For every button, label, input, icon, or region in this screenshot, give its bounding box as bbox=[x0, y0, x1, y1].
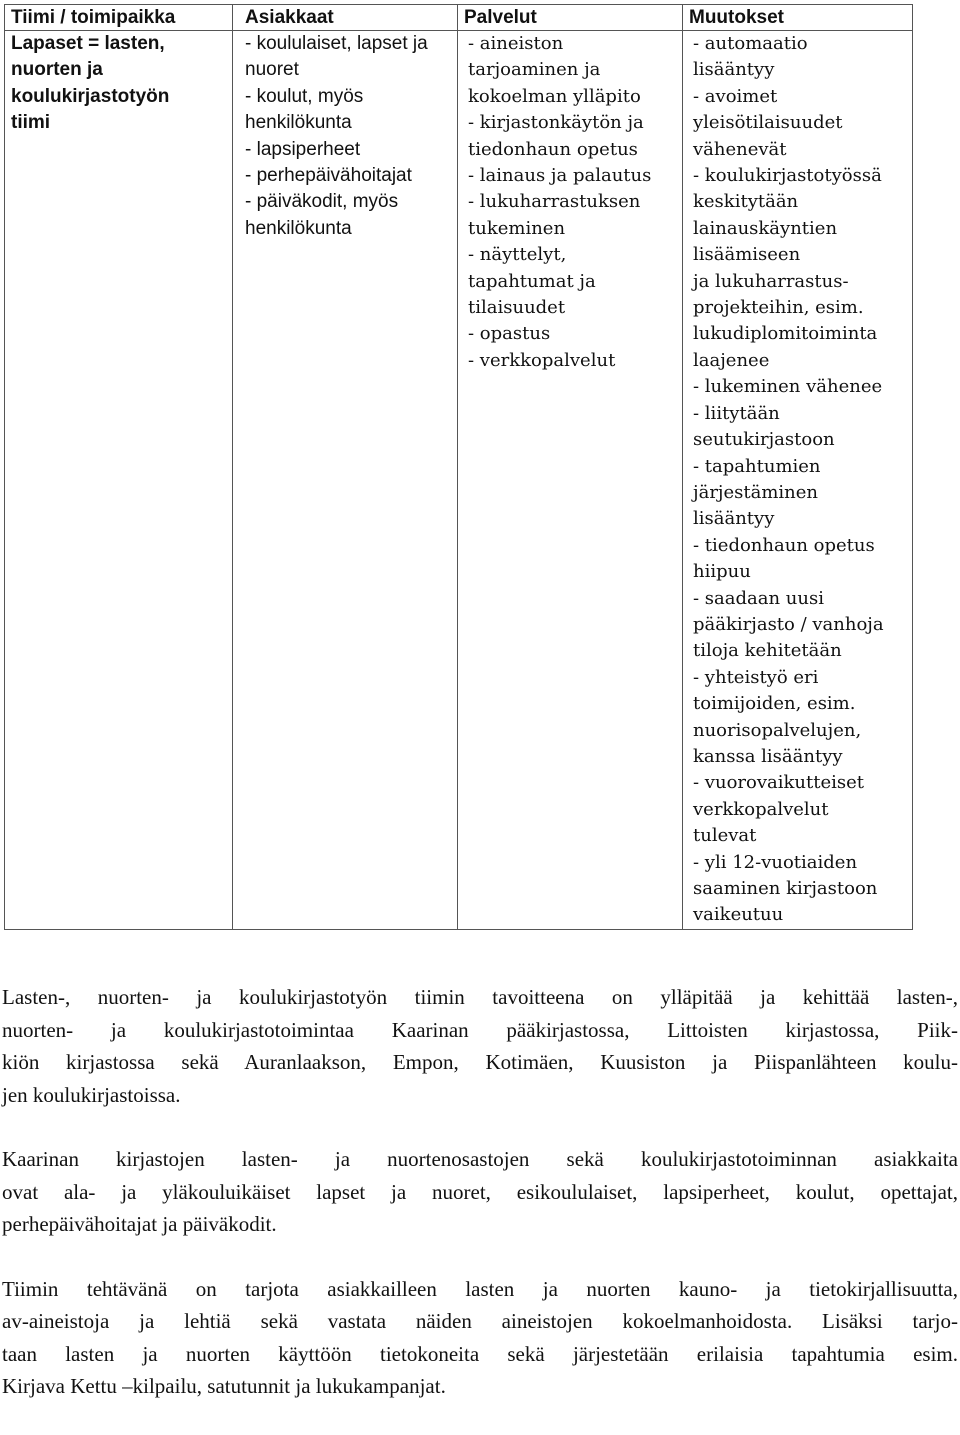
cell-line: - perhepäivähoitajat bbox=[245, 165, 412, 187]
cell-line: kanssa lisääntyy bbox=[693, 745, 843, 767]
cell-line: lisääntyy bbox=[693, 59, 775, 81]
cell-line: toimijoiden, esim. bbox=[693, 693, 856, 715]
cell-line: lukudiplomitoiminta bbox=[693, 323, 878, 345]
header-services: Palvelut bbox=[458, 5, 683, 31]
cell-line: seutukirjastoon bbox=[693, 429, 835, 451]
cell-line: pääkirjasto / vanhoja bbox=[693, 613, 884, 635]
cell-line: - tapahtumien bbox=[693, 455, 821, 477]
cell-line: - liitytään bbox=[693, 402, 780, 424]
table-header-row bbox=[5, 5, 913, 31]
cell-line: lisääntyy bbox=[693, 508, 775, 530]
paragraph-line: ovat ala- ja yläkouluikäiset lapset ja nuoret, esikoululaiset, lapsiperheet, koulut, opettajat, bbox=[2, 1179, 958, 1204]
cell-line: laajenee bbox=[693, 349, 770, 371]
cell-line: hiipuu bbox=[693, 561, 751, 583]
cell-line: - verkkopalvelut bbox=[468, 349, 616, 371]
paragraph-line: Kaarinan kirjastojen lasten- ja nuortenosastojen sekä koulukirjastotoiminnan asiakkaita bbox=[2, 1147, 958, 1171]
cell-line: saaminen kirjastoon bbox=[693, 878, 878, 899]
cell-line: keskitytään bbox=[693, 191, 799, 213]
cell-line: lainauskäyntien bbox=[693, 217, 838, 239]
cell-line: projekteihin, esim. bbox=[693, 297, 864, 319]
paragraph-line: perhepäivähoitajat ja päiväkodit. bbox=[2, 1212, 277, 1236]
cell-line: Lapaset = lasten, bbox=[11, 33, 165, 54]
cell-line: kokoelman ylläpito bbox=[468, 85, 641, 107]
cell-line: - koulukirjastotyössä bbox=[693, 165, 882, 187]
cell-line: verkkopalvelut bbox=[693, 798, 829, 820]
cell-line: - saadaan uusi bbox=[693, 587, 824, 609]
cell-line: - päiväkodit, myös bbox=[245, 191, 399, 213]
table-row bbox=[5, 31, 913, 930]
cell-line: tiloja kehitetään bbox=[693, 640, 842, 662]
cell-line: - näyttelyt, bbox=[468, 244, 567, 266]
cell-line: tilaisuudet bbox=[468, 297, 566, 319]
cell-clients bbox=[233, 31, 458, 930]
paragraph-clients bbox=[2, 1143, 958, 1241]
cell-line: tarjoaminen ja bbox=[468, 59, 601, 81]
cell-line: tukeminen bbox=[468, 217, 566, 239]
cell-line: - aineiston bbox=[468, 33, 564, 54]
cell-line: nuoret bbox=[245, 59, 299, 81]
cell-line: vaikeutuu bbox=[693, 904, 784, 926]
cell-line: järjestäminen bbox=[693, 481, 819, 503]
team-services-table bbox=[4, 4, 913, 930]
cell-line: koulukirjastotyön bbox=[11, 85, 170, 107]
cell-line: - lukuharrastuksen bbox=[468, 191, 641, 213]
paragraph-tasks bbox=[2, 1273, 958, 1403]
cell-line: tiedonhaun opetus bbox=[468, 138, 638, 160]
cell-line: - lainaus ja palautus bbox=[468, 165, 652, 187]
cell-line: - kirjastonkäytön ja bbox=[468, 112, 644, 134]
cell-line: tulevat bbox=[693, 825, 757, 847]
cell-line: - opastus bbox=[468, 323, 551, 345]
cell-line: vähenevät bbox=[693, 138, 787, 160]
cell-line: ja lukuharrastus- bbox=[693, 270, 849, 292]
paragraph-line: Kirjava Kettu –kilpailu, satutunnit ja lukukampanjat. bbox=[2, 1374, 446, 1398]
cell-line: - tiedonhaun opetus bbox=[693, 534, 875, 556]
cell-line: tiimi bbox=[11, 112, 51, 134]
paragraph-line: jen koulukirjastoissa. bbox=[2, 1082, 181, 1107]
cell-line: - koululaiset, lapset ja bbox=[245, 33, 428, 54]
paragraph-line: Tiimin tehtävänä on tarjota asiakkailleen lasten ja nuorten kauno- ja tietokirjallisuutta, bbox=[2, 1276, 958, 1301]
cell-line: - yli 12-vuotiaiden bbox=[693, 851, 858, 873]
cell-line: henkilökunta bbox=[245, 112, 352, 134]
cell-line: nuorten ja bbox=[11, 59, 103, 81]
paragraph-line: nuorten- ja koulukirjastotoimintaa Kaarinan pääkirjastossa, Littoisten kirjastossa, Piik- bbox=[2, 1017, 958, 1042]
header-team: Tiimi / toimipaikka bbox=[5, 5, 233, 31]
cell-team bbox=[5, 31, 233, 930]
paragraph-line: av-aineistoja ja lehtiä sekä vastata näiden aineistojen kokoelmanhoidosta. Lisäksi tarjo- bbox=[2, 1309, 958, 1333]
body-text bbox=[2, 981, 958, 1435]
cell-line: - vuorovaikutteiset bbox=[693, 772, 864, 794]
cell-services bbox=[458, 31, 683, 930]
cell-line: - koulut, myös bbox=[245, 85, 364, 107]
cell-changes bbox=[683, 31, 913, 930]
header-changes: Muutokset bbox=[683, 5, 913, 31]
cell-line: tapahtumat ja bbox=[468, 270, 596, 292]
cell-line: - yhteistyö eri bbox=[693, 666, 819, 688]
cell-line: nuorisopalvelujen, bbox=[693, 719, 862, 741]
cell-line: yleisötilaisuudet bbox=[693, 112, 843, 134]
cell-line: - automaatio bbox=[693, 33, 808, 54]
cell-line: lisäämiseen bbox=[693, 244, 801, 266]
cell-line: - lukeminen vähenee bbox=[693, 376, 883, 398]
paragraph-goal bbox=[2, 981, 958, 1111]
paragraph-line: kiön kirjastossa sekä Auranlaakson, Empon, Kotimäen, Kuusiston ja Piispanlähteen koulu- bbox=[2, 1050, 958, 1074]
paragraph-line: Lasten-, nuorten- ja koulukirjastotyön tiimin tavoitteena on ylläpitää ja kehittää lasten-, bbox=[2, 985, 958, 1009]
paragraph-line: taan lasten ja nuorten käyttöön tietokoneita sekä järjestetään erilaisia tapahtumia esim. bbox=[2, 1341, 958, 1366]
cell-line: henkilökunta bbox=[245, 217, 352, 239]
cell-line: - avoimet bbox=[693, 85, 778, 107]
cell-line: - lapsiperheet bbox=[245, 138, 361, 160]
header-clients: Asiakkaat bbox=[233, 5, 458, 31]
